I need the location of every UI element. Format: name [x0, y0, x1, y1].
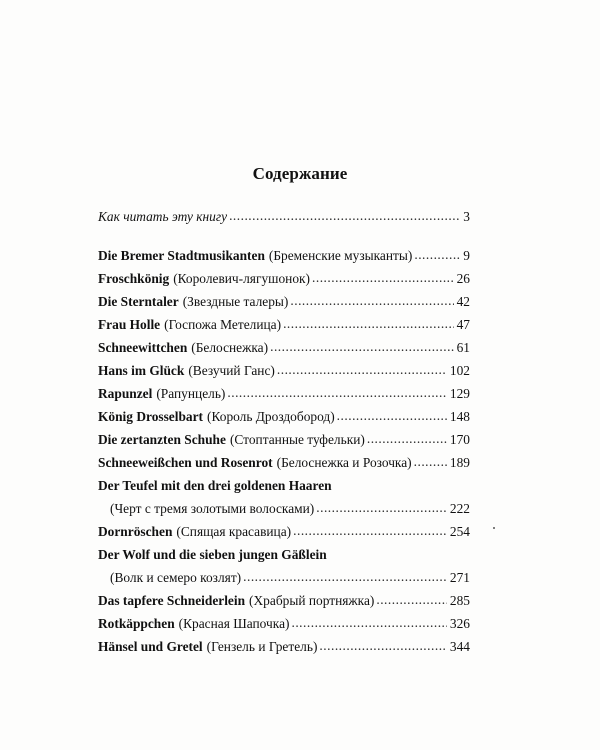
print-speck — [493, 527, 495, 529]
toc-entry — [98, 246, 470, 266]
toc-page-number: 47 — [456, 317, 470, 332]
leader-dots — [312, 268, 454, 288]
leader-dots — [283, 314, 454, 334]
toc-page-number: 254 — [449, 524, 470, 539]
toc-entry-continuation — [110, 499, 470, 519]
leader-dots — [277, 360, 447, 380]
toc-entry-title-de: Das tapfere Schneiderlein — [98, 593, 246, 608]
toc-entry-title-de: Die Bremer Stadtmusikanten — [98, 248, 265, 263]
toc-page-number: 102 — [449, 363, 470, 378]
toc-entry-title-ru: (Везучий Ганс) — [188, 363, 275, 378]
toc-entry-title-ru: (Госпожа Метелица) — [164, 317, 282, 332]
toc-page-number: 344 — [449, 639, 470, 654]
toc-page-number: 285 — [449, 593, 470, 608]
toc-page-number: 326 — [449, 616, 470, 631]
toc-entry-title-de: König Drosselbart — [98, 409, 204, 424]
leader-dots — [316, 498, 447, 518]
toc-entry-title-de: Der Wolf und die sieben jungen Gäßlein — [98, 547, 327, 562]
toc-entry — [98, 361, 470, 381]
toc-entry-intro — [98, 207, 470, 227]
toc-entry — [98, 453, 470, 473]
toc-entry-title-ru: (Белоснежка и Розочка) — [276, 455, 412, 470]
toc-entry — [98, 292, 470, 312]
toc-entry-title-de: Schneeweißchen und Rosenrot — [98, 455, 273, 470]
leader-dots — [229, 206, 460, 226]
toc-entry-title-ru: (Рапунцель) — [156, 386, 226, 401]
toc-entry-title-ru: (Стоптанные туфельки) — [229, 432, 365, 447]
toc-page-number: 222 — [449, 501, 470, 516]
leader-dots — [290, 291, 453, 311]
toc-entry-title-ru: (Красная Шапочка) — [178, 616, 290, 631]
leader-dots — [291, 613, 446, 633]
toc-entry-title: Как читать эту книгу — [98, 209, 228, 224]
toc-page-number: 148 — [449, 409, 470, 424]
toc-entry — [98, 407, 470, 427]
leader-dots — [227, 383, 447, 403]
toc-entry-title-ru: (Король Дроздобород) — [207, 409, 335, 424]
toc-entry-title-ru: (Спящая красавица) — [176, 524, 292, 539]
toc-entry — [98, 269, 470, 289]
toc-entry-title-de: Schneewittchen — [98, 340, 188, 355]
page-title: Содержание — [252, 164, 348, 183]
toc-entry-title-ru: (Звездные талеры) — [182, 294, 289, 309]
leader-dots — [293, 521, 447, 541]
leader-dots — [414, 452, 447, 472]
toc-page-number: 170 — [449, 432, 470, 447]
toc-entry-title-de: Frau Holle — [98, 317, 161, 332]
toc-entry — [98, 384, 470, 404]
toc-entry — [98, 522, 470, 542]
toc-entry — [98, 614, 470, 634]
toc-entry — [98, 430, 470, 450]
toc-entry-title-de: Hans im Glück — [98, 363, 185, 378]
toc-entry — [98, 315, 470, 335]
toc-entry-title-de: Rapunzel — [98, 386, 153, 401]
toc-entry — [98, 637, 470, 657]
toc-entry-title-de: Hänsel und Gretel — [98, 639, 203, 654]
toc-entry-title-de: Dornröschen — [98, 524, 173, 539]
toc-entry-title-ru: (Белоснежка) — [191, 340, 269, 355]
toc-page-number: 271 — [449, 570, 470, 585]
leader-dots — [319, 636, 446, 656]
toc-entry-title-ru: (Королевич-лягушонок) — [173, 271, 310, 286]
toc-entry-title-ru: (Храбрый портняжка) — [249, 593, 375, 608]
toc-entry-title-de: Die Sterntaler — [98, 294, 179, 309]
toc-page-number: 61 — [456, 340, 470, 355]
toc-page-number: 3 — [463, 209, 470, 224]
leader-dots — [376, 590, 447, 610]
toc-page-number: 189 — [449, 455, 470, 470]
leader-dots — [367, 429, 447, 449]
toc-entry-title-ru: (Бременские музыканты) — [268, 248, 413, 263]
toc-entry-title-de: Der Teufel mit den drei goldenen Haaren — [98, 478, 332, 493]
toc-entry-title-de: Rotkäppchen — [98, 616, 175, 631]
toc-entry — [98, 338, 470, 358]
leader-dots — [243, 567, 447, 587]
toc-entry — [98, 591, 470, 611]
toc-page-number: 129 — [449, 386, 470, 401]
toc-entry-title-ru: (Гензель и Гретель) — [206, 639, 318, 654]
toc-entry-title-de: Die zertanzten Schuhe — [98, 432, 226, 447]
leader-dots — [270, 337, 454, 357]
toc-entry-title-ru: (Волк и семеро козлят) — [110, 570, 242, 585]
toc-entry-title-de: Froschkönig — [98, 271, 170, 286]
leader-dots — [337, 406, 447, 426]
toc-page-number: 42 — [456, 294, 470, 309]
toc-page-number: 26 — [456, 271, 470, 286]
toc-page-number: 9 — [463, 248, 470, 263]
toc-entry-title-ru: (Черт с тремя золотыми волосками) — [110, 501, 315, 516]
leader-dots — [414, 245, 460, 265]
toc-entry-continuation — [110, 568, 470, 588]
